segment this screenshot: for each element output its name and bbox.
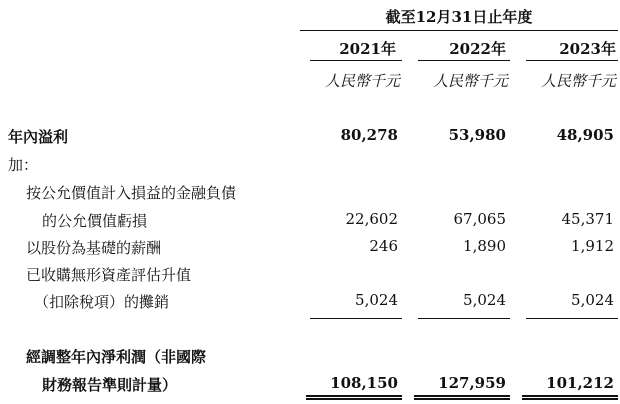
add-label: 加： xyxy=(8,156,39,174)
period-title: 截至12月31日止年度 xyxy=(385,8,533,26)
fvtpl-2022: 67,065 xyxy=(453,210,506,228)
fvtpl-2023: 45,371 xyxy=(561,210,614,228)
header-divider xyxy=(300,30,618,31)
amort-2022: 5,024 xyxy=(463,291,506,309)
adjusted-2023: 101,212 xyxy=(546,374,614,392)
profit-2023: 48,905 xyxy=(556,126,614,144)
unit-2023: 人民幣千元 xyxy=(540,72,616,90)
unit-2021: 人民幣千元 xyxy=(324,72,400,90)
unit-2022: 人民幣千元 xyxy=(432,72,508,90)
subtotal-rule-2022 xyxy=(418,318,510,319)
double-underline-2023 xyxy=(522,395,618,400)
amort-2021: 5,024 xyxy=(355,291,398,309)
amort-2023: 5,024 xyxy=(571,291,614,309)
row-label-share-comp: 以股份為基礎的薪酬 xyxy=(26,239,162,257)
row-label-amort-line2: （扣除稅項）的攤銷 xyxy=(34,293,170,311)
fvtpl-2021: 22,602 xyxy=(345,210,398,228)
year-header-2023: 2023年 xyxy=(559,40,616,58)
row-label-adjusted-line1: 經調整年內淨利潤（非國際 xyxy=(26,348,207,366)
profit-2021: 80,278 xyxy=(340,126,398,144)
double-underline-2021 xyxy=(306,395,402,400)
row-label-amort-line1: 已收購無形資產評估升值 xyxy=(26,266,192,284)
row-label-fvtpl-line1: 按公允價值計入損益的金融負債 xyxy=(26,184,237,202)
share-comp-2023: 1,912 xyxy=(571,237,614,255)
year-header-2022: 2022年 xyxy=(449,40,506,58)
year-underline-2022 xyxy=(418,60,510,61)
adjusted-2022: 127,959 xyxy=(438,374,506,392)
row-label-adjusted-line2: 財務報告準則計量） xyxy=(42,376,178,394)
subtotal-rule-2021 xyxy=(310,318,402,319)
year-underline-2021 xyxy=(310,60,402,61)
profit-2022: 53,980 xyxy=(448,126,506,144)
adjusted-2021: 108,150 xyxy=(330,374,398,392)
row-label-profit: 年內溢利 xyxy=(8,128,69,146)
share-comp-2022: 1,890 xyxy=(463,237,506,255)
double-underline-2022 xyxy=(414,395,510,400)
year-underline-2023 xyxy=(526,60,618,61)
row-label-fvtpl-line2: 的公允價值虧損 xyxy=(42,212,148,230)
year-header-2021: 2021年 xyxy=(339,40,396,58)
subtotal-rule-2023 xyxy=(526,318,618,319)
share-comp-2021: 246 xyxy=(369,237,398,255)
